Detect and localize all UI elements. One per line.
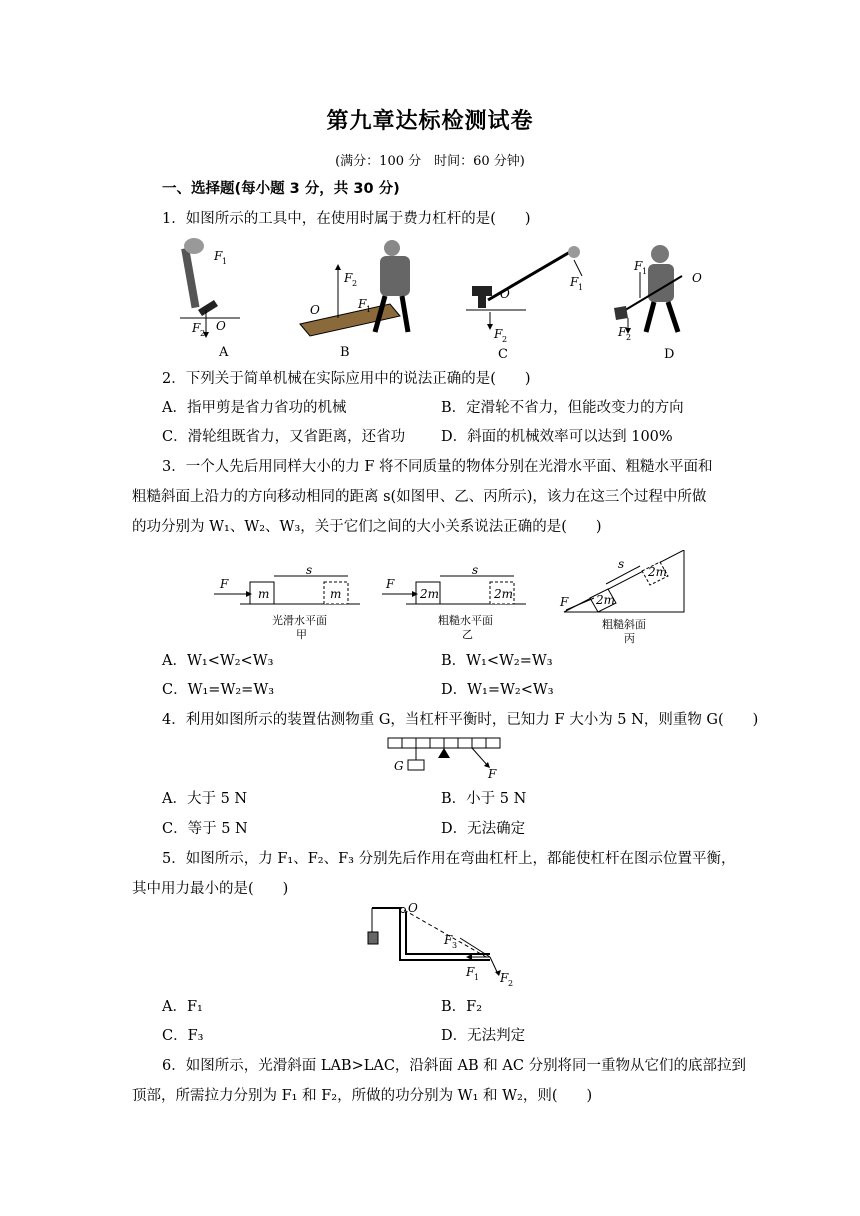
svg-text:O: O: [692, 271, 702, 285]
q4-option-c[interactable]: C．等于 5 N: [162, 821, 248, 837]
q1-tool-d-illustration: [614, 245, 702, 362]
svg-text:乙: 乙: [462, 628, 473, 641]
q1-caption-a: A: [219, 345, 229, 360]
q1-tool-c-illustration: [466, 246, 583, 362]
q2-option-a[interactable]: A．指甲剪是省力省功的机械: [162, 400, 347, 416]
svg-text:3: 3: [452, 941, 458, 950]
q1-tool-a-illustration: [180, 238, 240, 360]
q4-option-d[interactable]: D．无法确定: [441, 821, 526, 837]
q5-figure: [364, 902, 524, 990]
q1-stem: 1．如图所示的工具中，在使用时属于费力杠杆的是( ): [162, 211, 531, 227]
svg-text:m: m: [330, 587, 342, 601]
svg-text:s: s: [306, 563, 313, 577]
q3-option-d[interactable]: D．W₁=W₂<W₃: [441, 682, 554, 698]
svg-text:2: 2: [352, 279, 358, 288]
svg-text:甲: 甲: [296, 628, 307, 641]
q1-caption-b: B: [340, 345, 350, 360]
q1-figure: [170, 236, 730, 364]
section-heading: 一、选择题(每小题 3 分，共 30 分): [162, 181, 400, 197]
q5-stem-line-2: 其中用力最小的是( ): [132, 881, 289, 897]
q5-option-a[interactable]: A．F₁: [162, 999, 203, 1015]
q3-figure: [210, 550, 700, 644]
q2-option-b[interactable]: B．定滑轮不省力，但能改变力的方向: [441, 400, 684, 416]
svg-text:光滑水平面: 光滑水平面: [272, 614, 327, 627]
svg-text:F: F: [494, 327, 503, 341]
svg-text:2m: 2m: [648, 565, 668, 579]
q5-option-d[interactable]: D．无法判定: [441, 1028, 526, 1044]
q6-stem-line-1: 6．如图所示，光滑斜面 LAB>LAC，沿斜面 AB 和 AC 分别将同一重物从它们的底部拉到: [162, 1058, 747, 1074]
svg-text:F: F: [500, 971, 509, 985]
svg-text:1: 1: [222, 257, 228, 266]
q3-option-a[interactable]: A．W₁<W₂<W₃: [162, 653, 274, 669]
svg-text:丙: 丙: [624, 632, 635, 644]
q1-tool-b-illustration: [300, 240, 410, 360]
svg-text:s: s: [618, 557, 625, 571]
svg-text:2: 2: [626, 333, 632, 342]
svg-text:F: F: [192, 321, 201, 335]
svg-text:1: 1: [474, 973, 480, 982]
svg-text:F: F: [466, 965, 475, 979]
svg-text:2m: 2m: [494, 587, 514, 601]
svg-text:F: F: [344, 271, 353, 285]
svg-text:F: F: [634, 259, 643, 273]
q4-label-g: G: [394, 759, 404, 773]
svg-text:O: O: [216, 319, 226, 333]
svg-text:m: m: [258, 587, 270, 601]
svg-text:F: F: [220, 577, 229, 591]
q1-caption-d: D: [664, 347, 675, 362]
svg-text:F: F: [386, 577, 395, 591]
svg-text:F: F: [214, 249, 223, 263]
svg-text:O: O: [500, 287, 510, 301]
q4-stem: 4．利用如图所示的装置估测物重 G，当杠杆平衡时，已知力 F 大小为 5 N，则重物 G( ): [162, 712, 759, 728]
q3-stem-line-2: 粗糙斜面上沿力的方向移动相同的距离 s(如图甲、乙、丙所示)，该力在这三个过程中所做: [132, 489, 707, 505]
q2-option-c[interactable]: C．滑轮组既省力，又省距离，还省功: [162, 429, 406, 445]
svg-text:1: 1: [642, 267, 648, 276]
svg-text:2: 2: [502, 335, 508, 344]
svg-text:2: 2: [508, 979, 514, 988]
svg-text:F: F: [444, 933, 453, 947]
svg-text:2: 2: [200, 329, 206, 338]
q5-option-b[interactable]: B．F₂: [441, 999, 483, 1015]
q4-label-f: F: [488, 767, 497, 781]
q3-fig-jia: [214, 563, 360, 641]
q3-stem-line-3: 的功分别为 W₁、W₂、W₃，关于它们之间的大小关系说法正确的是( ): [132, 519, 602, 535]
svg-text:2m: 2m: [596, 593, 616, 607]
svg-text:粗糙水平面: 粗糙水平面: [438, 614, 493, 627]
q2-stem: 2．下列关于简单机械在实际应用中的说法正确的是( ): [162, 371, 531, 387]
q3-stem-line-1: 3．一个人先后用同样大小的力 F 将不同质量的物体分别在光滑水平面、粗糙水平面和: [162, 459, 713, 475]
q3-option-b[interactable]: B．W₁<W₂=W₃: [441, 653, 553, 669]
q4-figure: [380, 736, 510, 782]
q4-option-a[interactable]: A．大于 5 N: [162, 791, 248, 807]
svg-text:F: F: [618, 325, 627, 339]
svg-text:F: F: [560, 595, 569, 609]
svg-text:1: 1: [366, 305, 372, 314]
svg-text:O: O: [310, 303, 320, 317]
q5-stem-line-1: 5．如图所示，力 F₁、F₂、F₃ 分别先后作用在弯曲杠杆上，都能使杠杆在图示位置平衡，: [162, 851, 736, 867]
q3-fig-bing: [559, 550, 684, 644]
page-title: 第九章达标检测试卷: [326, 109, 534, 134]
svg-text:粗糙斜面: 粗糙斜面: [602, 618, 646, 631]
q2-option-d[interactable]: D．斜面的机械效率可以达到 100%: [441, 429, 673, 445]
q3-fig-yi: [382, 563, 526, 641]
page-subtitle: (满分：100 分 时间：60 分钟): [335, 154, 525, 169]
svg-text:s: s: [472, 563, 479, 577]
q3-option-c[interactable]: C．W₁=W₂=W₃: [162, 682, 275, 698]
q6-stem-line-2: 顶部，所需拉力分别为 F₁ 和 F₂，所做的功分别为 W₁ 和 W₂，则( ): [132, 1088, 593, 1104]
q4-option-b[interactable]: B．小于 5 N: [441, 791, 527, 807]
q5-option-c[interactable]: C．F₃: [162, 1028, 204, 1044]
svg-text:2m: 2m: [420, 587, 440, 601]
svg-text:F: F: [570, 275, 579, 289]
svg-text:1: 1: [578, 283, 584, 292]
q5-label-o: O: [408, 902, 418, 915]
q1-caption-c: C: [498, 347, 508, 362]
svg-text:F: F: [358, 297, 367, 311]
